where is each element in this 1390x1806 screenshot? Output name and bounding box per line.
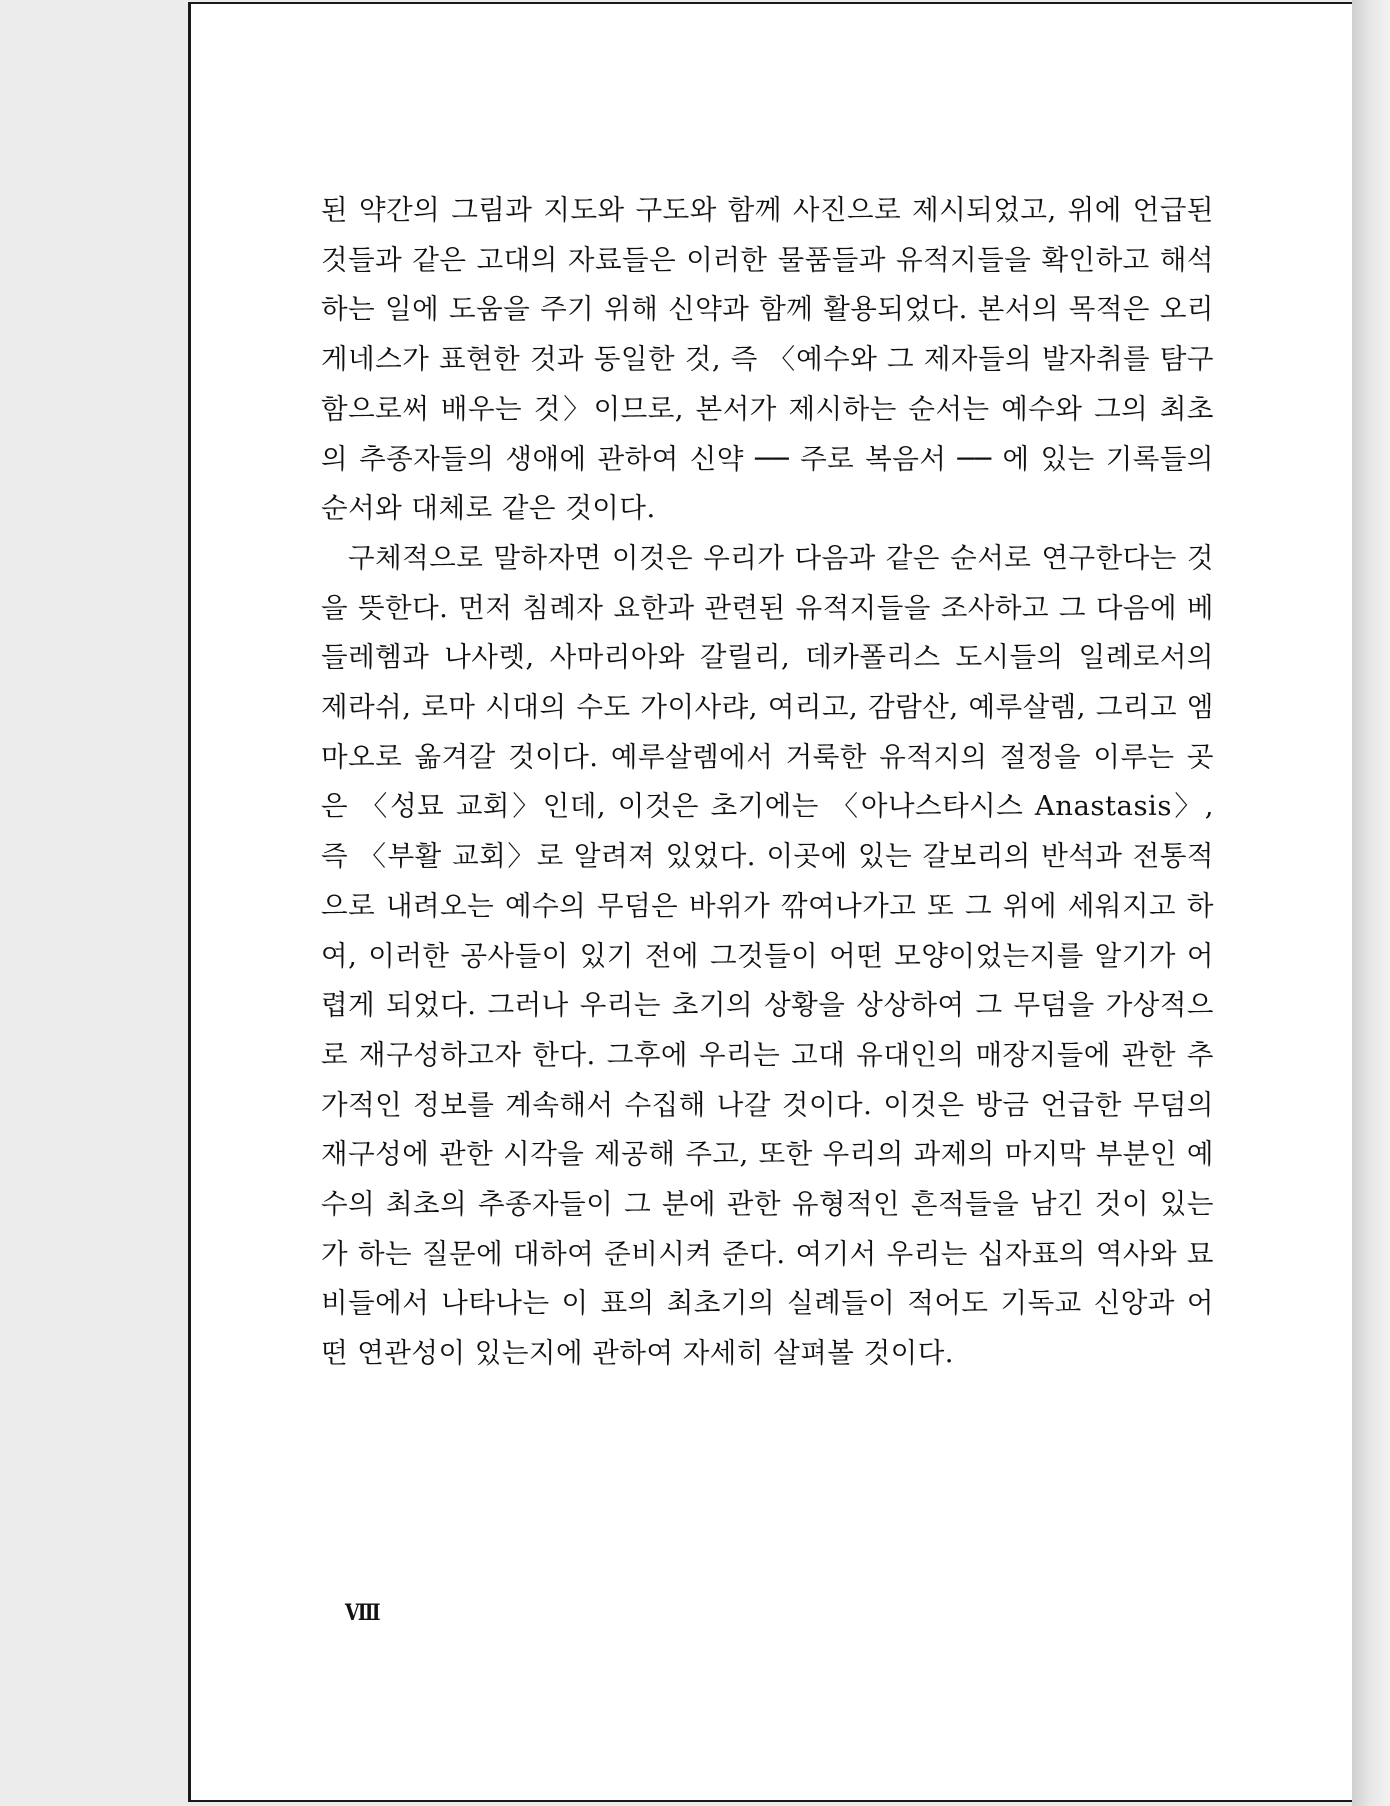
page-number: Ⅷ	[345, 1600, 380, 1626]
page-edge-shadow	[1352, 0, 1390, 1806]
paragraph-1: 된 약간의 그림과 지도와 구도와 함께 사진으로 제시되었고, 위에 언급된 것들과 같은 고대의 자료들은 이러한 물품들과 유적지들을 확인하고 해석하는 일에 도움을 주기 위해 신약과 함께 활용되었다. 본서의 목적은 오리게네스가 표현한 것과 동일한 것, 즉 〈예수와 그 제자들의 발자취를 탐구함으로써 배우는 것〉이므로, 본서가 제시하는 순서는 예수와 그의 최초의 추종자들의 생애에 관하여 신약 ── 주로 복음서 ── 에 있는 기록들의 순서와 대체로 같은 것이다.	[321, 194, 1214, 525]
body-text	[321, 186, 1214, 1379]
paragraph-2: 구체적으로 말하자면 이것은 우리가 다음과 같은 순서로 연구한다는 것을 뜻한다. 먼저 침례자 요한과 관련된 유적지들을 조사하고 그 다음에 베들레헴과 나사렛, 사마리아와 갈릴리, 데카폴리스 도시들의 일례로서의 제라쉬, 로마 시대의 수도 가이사랴, 여리고, 감람산, 예루살렘, 그리고 엠마오로 옮겨갈 것이다. 예루살렘에서 거룩한 유적지의 절정을 이루는 곳은 〈성묘 교회〉인데, 이것은 초기에는 〈아나스타시스 Anastasis〉, 즉 〈부활 교회〉로 알려져 있었다. 이곳에 있는 갈보리의 반석과 전통적으로 내려오는 예수의 무덤은 바위가 깎여나가고 또 그 위에 세워지고 하여, 이러한 공사들이 있기 전에 그것들이 어떤 모양이었는지를 알기가 어렵게 되었다. 그러나 우리는 초기의 상황을 상상하여 그 무덤을 가상적으로 재구성하고자 한다. 그후에 우리는 고대 유대인의 매장지들에 관한 추가적인 정보를 계속해서 수집해 나갈 것이다. 이것은 방금 언급한 무덤의 재구성에 관한 시각을 제공해 주고, 또한 우리의 과제의 마지막 부분인 예수의 최초의 추종자들이 그 분에 관한 유형적인 흔적들을 남긴 것이 있는가 하는 질문에 대하여 준비시켜 준다. 여기서 우리는 십자표의 역사와 묘비들에서 나타나는 이 표의 최초기의 실례들이 적어도 기독교 신앙과 어떤 연관성이 있는지에 관하여 자세히 살펴볼 것이다.	[321, 541, 1214, 1370]
